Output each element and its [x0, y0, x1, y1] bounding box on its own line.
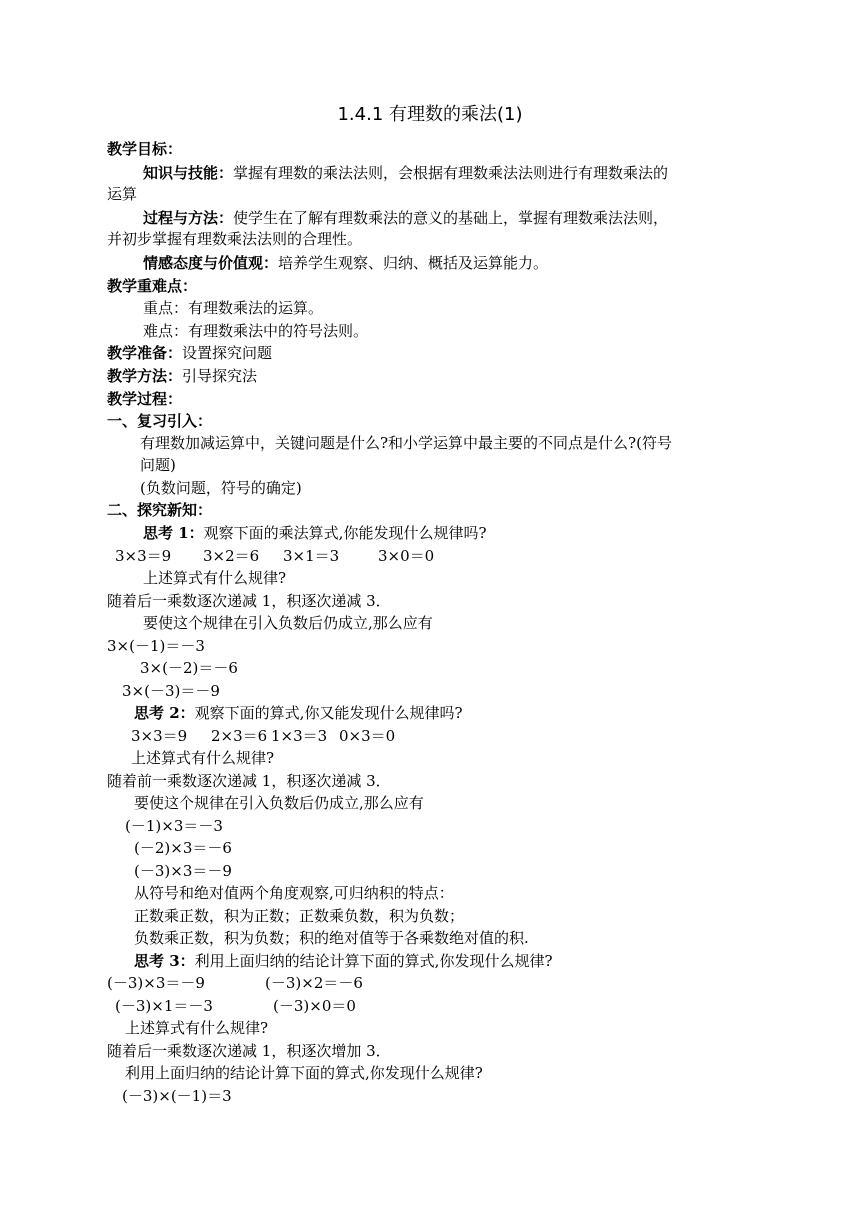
attitude-line: [143, 253, 548, 273]
think2-label: 思考 2：: [134, 704, 195, 722]
difficulty-point: 难点：有理数乘法中的符号法则。: [143, 322, 369, 340]
think3-label: 思考 3：: [134, 952, 195, 970]
eq2-item: 2×3＝6: [211, 727, 268, 745]
question-2: 上述算式有什么规律?: [131, 749, 275, 767]
think1-text: 观察下面的乘法算式,你能发现什么规律吗?: [203, 524, 487, 542]
review-line-2: 问题): [140, 456, 176, 474]
think1-line: [143, 523, 486, 543]
process-label: 过程与方法：: [143, 209, 234, 227]
eq1-item: 3×0＝0: [378, 547, 435, 565]
eq3-item: (－3)×1＝－3: [115, 997, 213, 1015]
preparation-line: [107, 343, 272, 363]
neg1-item: 3×(－3)＝－9: [122, 682, 220, 700]
review-line-3: (负数问题，符号的确定): [140, 479, 302, 497]
summary-1: 正数乘正数，积为正数；正数乘负数，积为负数；: [134, 907, 465, 925]
answer-1: 随着后一乘数逐次递减 1，积逐次递减 3．: [107, 592, 391, 610]
preparation-label: 教学准备：: [107, 344, 183, 362]
answer-3: 随着后一乘数逐次递减 1，积逐次增加 3．: [107, 1042, 391, 1060]
eq3-item: (－3)×3＝－9: [107, 974, 205, 992]
think2-line: [134, 703, 462, 723]
think3-text: 利用上面归纳的结论计算下面的算式,你发现什么规律?: [194, 952, 553, 970]
eq2-item: 0×3＝0: [339, 727, 396, 745]
eq2-item: 1×3＝3: [271, 727, 328, 745]
summary-intro: 从符号和绝对值两个角度观察,可归纳积的特点：: [134, 884, 454, 902]
eq1-item: 3×3＝9: [115, 547, 172, 565]
think1-label: 思考 1：: [143, 524, 204, 542]
neg2-item: (－2)×3＝－6: [134, 839, 232, 857]
attitude-text: 培养学生观察、归纳、概括及运算能力。: [278, 254, 549, 272]
attitude-label: 情感态度与价值观：: [143, 254, 279, 272]
method-label: 教学方法：: [107, 367, 183, 385]
neg2-item: (－3)×3＝－9: [134, 862, 232, 880]
neg1-item: 3×(－2)＝－6: [140, 659, 238, 677]
process-heading: 教学过程：: [107, 390, 183, 408]
neg2-item: (－1)×3＝－3: [125, 817, 223, 835]
process-text: 使学生在了解有理数乘法的意义的基础上，掌握有理数乘法法则，: [233, 209, 669, 227]
extension-1: 要使这个规律在引入负数后仍成立,那么应有: [143, 614, 433, 632]
page-title: 1.4.1 有理数的乘法(1): [337, 104, 523, 125]
process-text-cont: 并初步掌握有理数乘法法则的合理性。: [107, 230, 363, 248]
explore-heading: 二、探究新知：: [107, 501, 213, 519]
objectives-heading: 教学目标：: [107, 140, 183, 158]
method-text: 引导探究法: [182, 367, 258, 385]
focus-point: 重点：有理数乘法的运算。: [143, 299, 324, 317]
eq3-item: (－3)×2＝－6: [265, 974, 363, 992]
extension-3: 利用上面归纳的结论计算下面的算式,你发现什么规律?: [125, 1064, 483, 1082]
knowledge-text: 掌握有理数的乘法法则，会根据有理数乘法法则进行有理数乘法的: [233, 164, 669, 182]
knowledge-text-cont: 运算: [107, 185, 138, 203]
eq1-item: 3×2＝6: [203, 547, 260, 565]
answer-2: 随着前一乘数逐次递减 1，积逐次递减 3．: [107, 772, 391, 790]
eq2-item: 3×3＝9: [131, 727, 188, 745]
key-points-heading: 教学重难点：: [107, 277, 198, 295]
process-line: [143, 208, 668, 228]
question-3: 上述算式有什么规律?: [125, 1019, 269, 1037]
knowledge-label: 知识与技能：: [143, 164, 234, 182]
knowledge-line: [143, 163, 668, 183]
think2-text: 观察下面的算式,你又能发现什么规律吗?: [194, 704, 463, 722]
eq1-item: 3×1＝3: [283, 547, 340, 565]
neg1-item: 3×(－1)＝－3: [107, 637, 205, 655]
neg3-item: (－3)×(－1)＝3: [122, 1087, 232, 1105]
preparation-text: 设置探究问题: [182, 344, 273, 362]
think3-line: [134, 951, 552, 971]
eq3-item: (－3)×0＝0: [273, 997, 356, 1015]
summary-2: 负数乘正数，积为负数；积的绝对值等于各乘数绝对值的积.: [134, 929, 529, 947]
extension-2: 要使这个规律在引入负数后仍成立,那么应有: [134, 794, 424, 812]
question-1: 上述算式有什么规律?: [143, 569, 287, 587]
review-heading: 一、复习引入：: [107, 412, 213, 430]
review-line-1: 有理数加减运算中，关键问题是什么?和小学运算中最主要的不同点是什么?(符号: [140, 434, 672, 452]
method-line: [107, 366, 257, 386]
